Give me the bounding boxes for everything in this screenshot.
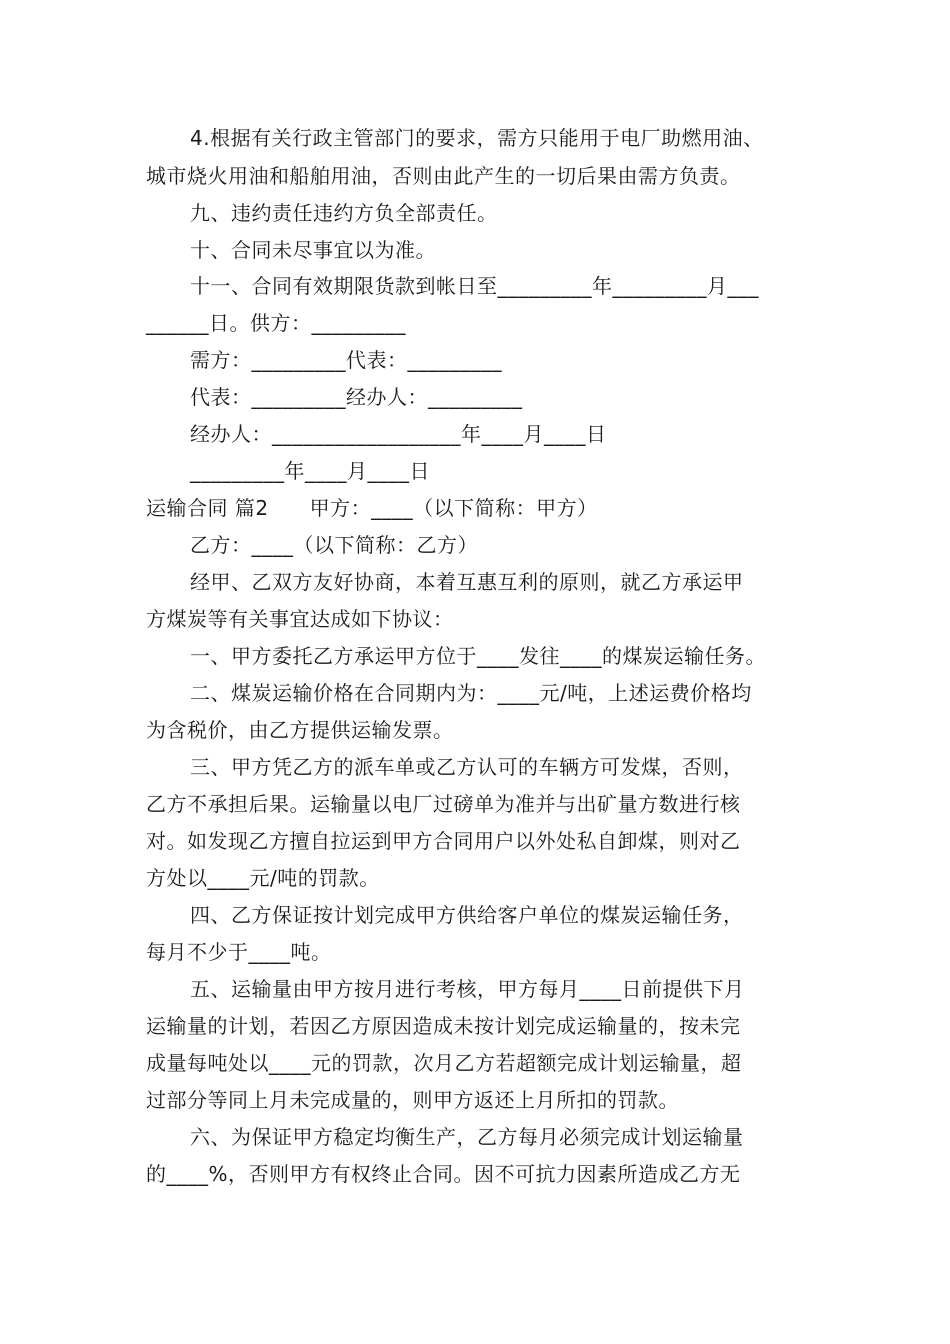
text-line: 九、违约责任违约方负全部责任。 — [190, 201, 498, 225]
text-line: 需方：_________代表：_________ — [190, 348, 502, 372]
text-line: ______日。供方：_________ — [146, 311, 406, 335]
text-line: _________年____月____日 — [190, 459, 430, 483]
text-line: 十、合同未尽事宜以为准。 — [190, 238, 436, 262]
text-line: 过部分等同上月未完成量的，则甲方返还上月所扣的罚款。 — [146, 1088, 679, 1112]
section-heading: 运输合同 篇2 甲方：____（以下简称：甲方） — [146, 496, 598, 520]
text-line: 方煤炭等有关事宜达成如下协议： — [146, 607, 454, 631]
text-line: 对。如发现乙方擅自拉运到甲方合同用户以外处私自卸煤，则对乙 — [146, 829, 741, 853]
text-line: 每月不少于____吨。 — [146, 940, 332, 964]
text-line: 代表：_________经办人：_________ — [190, 385, 523, 409]
text-line: 城市烧火用油和船舶用油，否则由此产生的一切后果由需方负责。 — [146, 164, 741, 188]
text-line: 一、甲方委托乙方承运甲方位于____发往____的煤炭运输任务。 — [190, 644, 766, 668]
text-line: 乙方：____（以下简称：乙方） — [190, 533, 478, 557]
text-line: 经办人：__________________年____月____日 — [190, 422, 607, 446]
text-line: 的____%，否则甲方有权终止合同。因不可抗力因素所造成乙方无 — [146, 1162, 741, 1186]
text-line: 二、煤炭运输价格在合同期内为：____元/吨，上述运费价格均 — [190, 681, 752, 705]
text-line: 经甲、乙双方友好协商，本着互惠互利的原则，就乙方承运甲 — [190, 570, 744, 594]
text-line: 为含税价，由乙方提供运输发票。 — [146, 718, 454, 742]
text-line: 运输量的计划，若因乙方原因造成未按计划完成运输量的，按未完 — [146, 1014, 741, 1038]
text-line: 五、运输量由甲方按月进行考核，甲方每月____日前提供下月 — [190, 977, 745, 1001]
text-line: 三、甲方凭乙方的派车单或乙方认可的车辆方可发煤，否则， — [190, 755, 744, 779]
text-line: 成量每吨处以____元的罚款，次月乙方若超额完成计划运输量，超 — [146, 1051, 742, 1075]
text-line: 六、为保证甲方稳定均衡生产，乙方每月必须完成计划运输量 — [190, 1125, 744, 1149]
text-line: 四、乙方保证按计划完成甲方供给客户单位的煤炭运输任务， — [190, 903, 744, 927]
text-line: 方处以____元/吨的罚款。 — [146, 866, 380, 890]
text-line: 4.根据有关行政主管部门的要求，需方只能用于电厂助燃用油、 — [190, 126, 764, 150]
text-line: 乙方不承担后果。运输量以电厂过磅单为准并与出矿量方数进行核 — [146, 792, 741, 816]
text-line: 十一、合同有效期限货款到帐日至_________年_________月___ — [190, 274, 759, 298]
